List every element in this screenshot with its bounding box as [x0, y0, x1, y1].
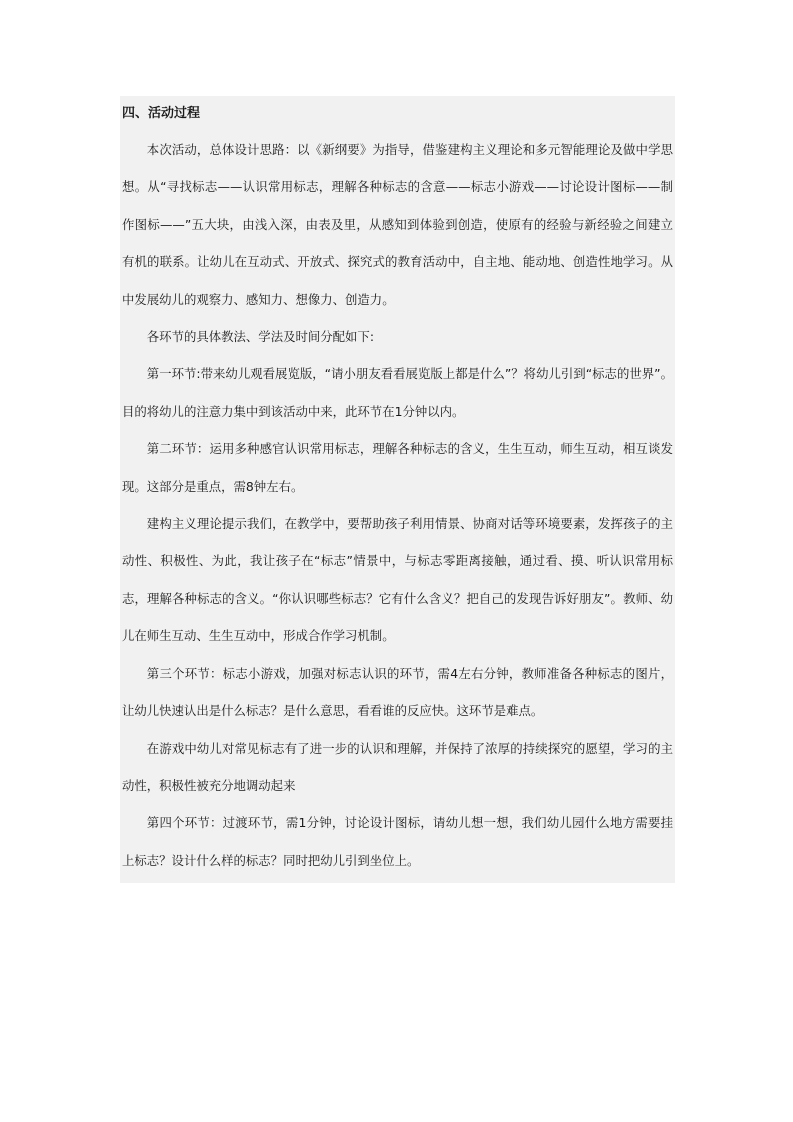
- section-heading: 四、活动过程: [122, 106, 201, 121]
- paragraph-step-three: 第三个环节：标志小游戏，加强对标志认识的环节，需4左右分钟，教师准备各种标志的图片，让幼儿快速认出是什么标志？是什么意思，看看谁的反应快。这环节是难点。: [122, 665, 673, 719]
- paragraph-step-four: 第四个环节：过渡环节，需1分钟，讨论设计图标，请幼儿想一想，我们幼儿园什么地方需要挂上标志？设计什么样的标志？同时把幼儿引到坐位上。: [122, 815, 673, 868]
- paragraph-method-intro: 各环节的具体教法、学法及时间分配如下:: [146, 329, 375, 345]
- paragraph-step-one: 第一环节:带来幼儿观看展览版，“请小朋友看看展览版上都是什么”？将幼儿引到“标志的世界”。目的将幼儿的注意力集中到该活动中来，此环节在1分钟以内。: [122, 366, 673, 419]
- paragraph-design-idea: 本次活动，总体设计思路：以《新纲要》为指导，借鉴建构主义理论和多元智能理论及做中学思想。从“寻找标志——认识常用标志，理解各种标志的含意——标志小游戏——讨论设计图标——制作图标——”五大块，由浅入深，由表及里，从感知到体验到创造，使原有的经验与新经验之间建立有机的联系。让幼儿在互动式、开放式、探究式的教育活动中，自主地、能动地、创造性地学习。从中发展幼儿的观察力、感知力、想像力、创造力。: [122, 142, 673, 307]
- paragraph-game-outcome: 在游戏中幼儿对常见标志有了进一步的认识和理解，并保持了浓厚的持续探究的愿望，学习的主动性，积极性被充分地调动起来: [122, 740, 673, 793]
- paragraph-constructivism: 建构主义理论提示我们，在教学中，要帮助孩子利用情景、协商对话等环境要素，发挥孩子的主动性、积极性、为此，我让孩子在“标志”情景中，与标志零距离接触，通过看、摸、听认识常用标志，理解各种标志的含义。“你认识哪些标志？它有什么含义？把自己的发现告诉好朋友”。教师、幼儿在师生互动、生生互动中，形成合作学习机制。: [122, 516, 673, 644]
- document-content-block: [120, 96, 675, 883]
- paragraph-step-two: 第二环节：运用多种感官认识常用标志，理解各种标志的含义，生生互动，师生互动，相互谈发现。这部分是重点，需8钟左右。: [122, 441, 673, 494]
